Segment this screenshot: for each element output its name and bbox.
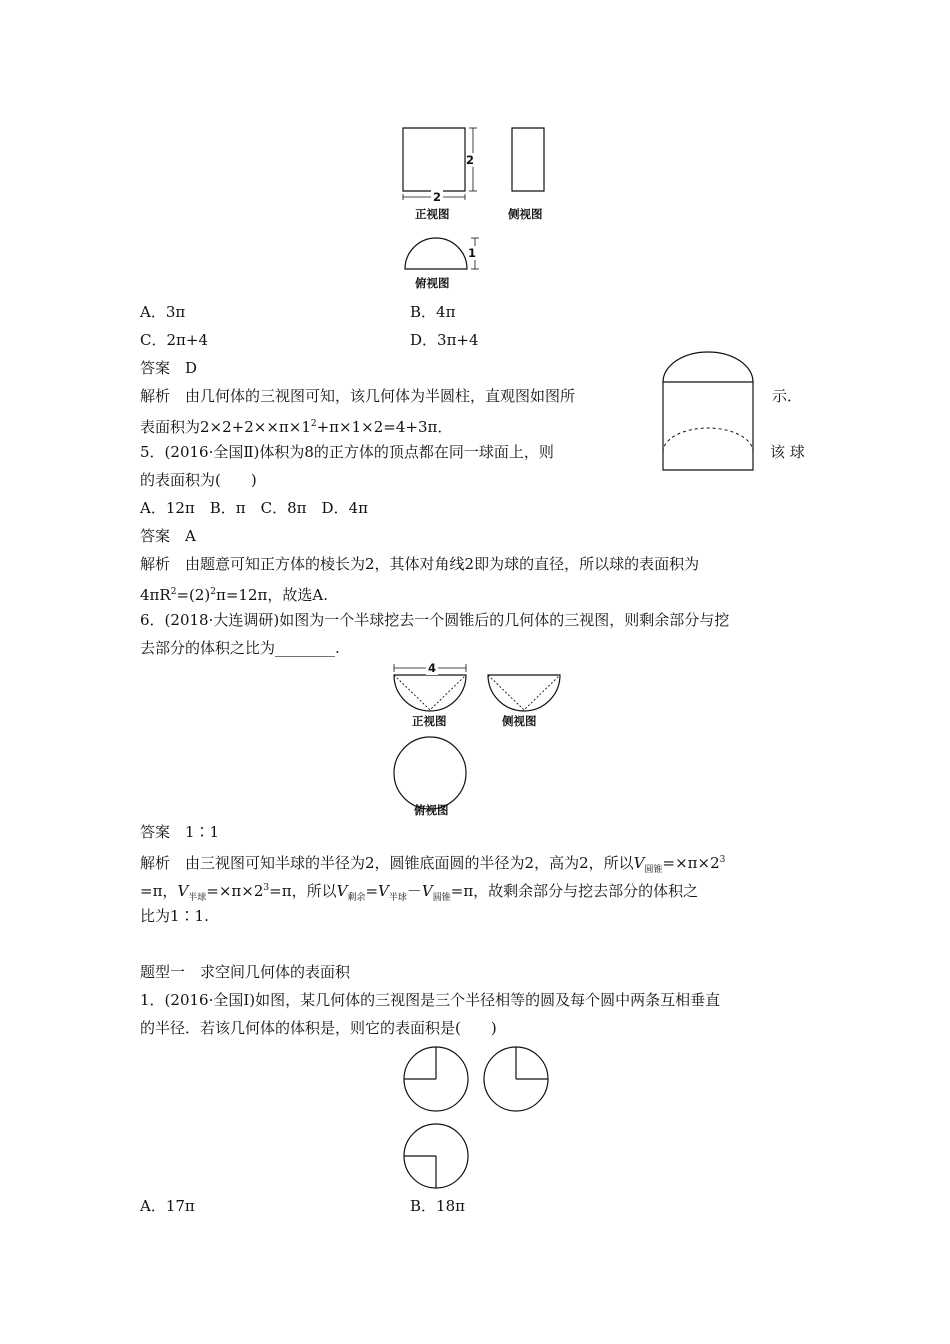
section-title: 题型一 求空间几何体的表面积 — [140, 963, 351, 981]
p6-analysis-line3: 比为1∶1. — [140, 907, 209, 925]
p6-caption-front: 正视图 — [412, 714, 447, 728]
p6-dim-4: 4 — [428, 661, 437, 675]
p6-analysis-line1: 解析 由三视图可知半球的半径为2，圆锥底面圆的半径为2，高为2，所以$V_{圆锥}=\times\pi\times 2^3$ — [140, 854, 726, 875]
p6-side-view-hemisphere — [488, 675, 560, 711]
p5-question-line2: 的表面积为( ) — [140, 471, 257, 489]
p6-top-view-circle — [394, 737, 466, 809]
p6-front-view-hemisphere — [394, 675, 466, 711]
q1-three-view-figure — [398, 1042, 558, 1192]
p4-three-view-figure — [395, 120, 560, 275]
p5-analysis-line1: 解析 由题意可知正方体的棱长为2，其体对角线2即为球的直径，所以球的表面积为 — [140, 555, 700, 573]
p5-question-line1: 5．(2016·全国Ⅱ)体积为8的正方体的顶点都在同一球面上，则 — [140, 443, 554, 461]
p6-question-line1: 6．(2018·大连调研)如图为一个半球挖去一个圆锥后的几何体的三视图，则剩余部分与挖 — [140, 611, 730, 629]
p4-dim-2-bottom: 2 — [433, 190, 442, 204]
p4-analysis-line1: 解析 由几何体的三视图可知，该几何体为半圆柱，直观图如图所 — [140, 387, 576, 405]
p4-option-b: B．4π — [410, 303, 456, 321]
p6-answer: 答案 1∶1 — [140, 823, 220, 841]
p5-options: A．12π B．π C．8π D．4π — [140, 499, 368, 517]
q1-line2: 的半径．若该几何体的体积是，则它的表面积是( ) — [140, 1019, 497, 1037]
p4-side-view-rect — [512, 128, 544, 191]
p4-answer: 答案 D — [140, 359, 198, 377]
p6-analysis-line2: =π，$V_{半球}=\times\pi\times 2^3=\pi$，所以$V_{剩余}=V_{半球}-V_{圆锥}=\pi$，故剩余部分与挖去部分的体积之 — [140, 882, 699, 903]
q1-line1: 1．(2016·全国Ⅰ)如图，某几何体的三视图是三个半径相等的圆及每个圆中两条互相垂直 — [140, 991, 721, 1009]
p6-question-line2: 去部分的体积之比为________. — [140, 639, 340, 657]
p6-three-view-figure — [388, 660, 568, 820]
q1-option-a: A．17π — [140, 1197, 195, 1215]
half-cylinder-figure — [660, 348, 756, 474]
p4-option-d: D．3π+4 — [410, 331, 479, 349]
p4-option-c: C．2π+4 — [140, 331, 208, 349]
p4-option-a: A．3π — [140, 303, 186, 321]
p4-caption-front: 正视图 — [415, 207, 450, 221]
p4-dim-2-right: 2 — [466, 153, 475, 167]
p6-caption-side: 侧视图 — [502, 714, 537, 728]
p5-answer: 答案 A — [140, 527, 196, 545]
p6-caption-top: 俯视图 — [414, 803, 449, 817]
p4-dim-1: 1 — [468, 246, 477, 260]
p4-front-view-square — [403, 128, 465, 191]
p4-caption-side: 侧视图 — [508, 207, 543, 221]
p4-caption-top: 俯视图 — [415, 276, 450, 290]
p5-question-line1-end: 该 球 — [770, 443, 805, 461]
p4-analysis-line2: 表面积为$2\times 2+2\times\times\pi\times 1^2+\pi\times 1\times 2=4+3\pi$． — [140, 418, 453, 436]
p5-analysis-line2: $4\pi R^2=(2)^2\pi=12\pi$，故选A. — [140, 586, 328, 604]
q1-option-b: B．18π — [410, 1197, 465, 1215]
p4-top-view-semicircle — [405, 238, 467, 269]
p4-analysis-line1-end: 示． — [772, 387, 803, 405]
